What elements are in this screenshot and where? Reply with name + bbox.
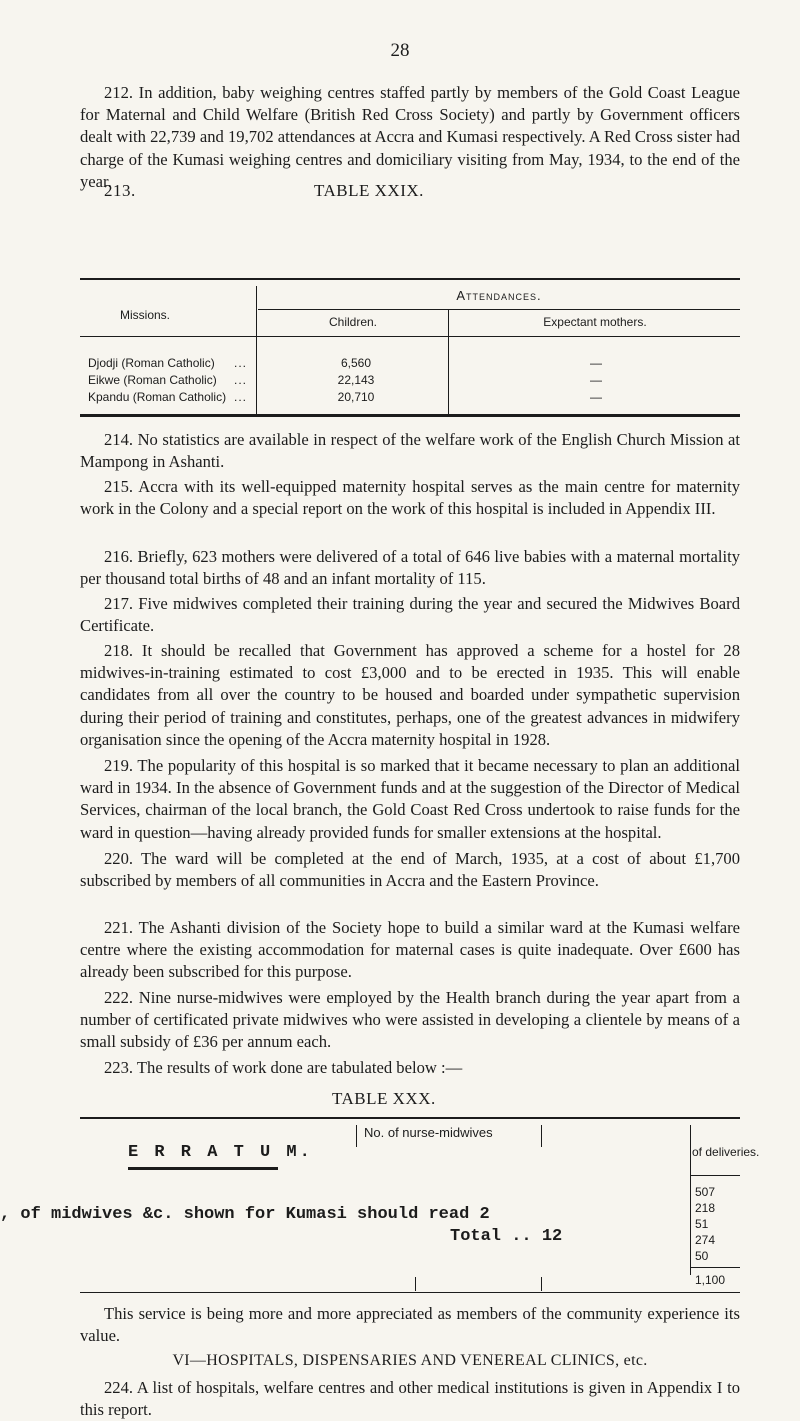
- deliveries-value: 507: [695, 1185, 716, 1199]
- leader-dots: ...: [234, 356, 248, 370]
- erratum-total: Total .. 12: [450, 1227, 563, 1246]
- deliveries-value: 51: [695, 1217, 709, 1231]
- children-value: 22,143: [337, 373, 375, 387]
- deliveries-value: 50: [695, 1249, 709, 1263]
- erratum-underline: [128, 1167, 278, 1170]
- paragraph-223: 223. The results of work done are tabulated below :—: [104, 1058, 463, 1077]
- deliveries-value: 274: [695, 1233, 716, 1247]
- table-29-title: TABLE XXIX.: [314, 181, 424, 200]
- paragraph-221: 221. The Ashanti division of the Society hope to build a similar ward at the Kumasi welfare centre where the existing accommodation for maternal cases is quite inadequate. Over £600 has already been subscribed for this purpose.: [80, 918, 740, 982]
- paragraph-218: 218. It should be recalled that Government has approved a scheme for a hostel for 28 midwives-in-training estimated to cost £3,000 and to be erected in 1935. This will enable candidates from all over the country to be housed and boarded under sympathetic supervision during their period of training and constitutes, perhaps, one of the greatest advances in midwifery organisation since the opening of the Accra maternity hospital in 1928.: [80, 641, 740, 749]
- deliveries-header: of deliveries.: [692, 1145, 760, 1159]
- paragraph-217: 217. Five midwives completed their training during the year and secured the Midwives Board Certificate.: [80, 594, 740, 636]
- leader-dots: ...: [234, 373, 248, 387]
- mission-name: Kpandu (Roman Catholic): [88, 390, 227, 404]
- missions-header: Missions.: [120, 308, 171, 322]
- paragraph-214: 214. No statistics are available in respect of the welfare work of the English Church Mission at Mampong in Ashanti.: [80, 430, 740, 472]
- paragraph-219: 219. The popularity of this hospital is so marked that it became necessary to plan an additional ward in 1934. In the absence of Government funds and at the suggestion of the Director of Medical Services, chairman of the local branch, the Gold Coast Red Cross undertook to raise funds for the ward in question—having already provided funds for smaller extensions at the hospital.: [80, 756, 740, 842]
- children-value: 20,710: [337, 390, 375, 404]
- section-heading: VI—HOSPITALS, DISPENSARIES AND VENEREAL CLINICS, etc.: [172, 1352, 648, 1369]
- children-value: 6,560: [340, 356, 372, 370]
- expectant-mothers-header: Expectant mothers.: [543, 315, 647, 329]
- paragraph-212: 212. In addition, baby weighing centres staffed partly by members of the Gold Coast League for Maternal and Child Welfare (British Red Cross Society) and partly by Government officers dealt with 22,739 and 19,702 attendances at Accra and Kumasi respectively. A Red Cross sister had charge of the Kumasi weighing centres and domiciliary visiting from May, 1934, to the end of the year.: [80, 83, 740, 191]
- paragraph-220: 220. The ward will be completed at the end of March, 1935, at a cost of about £1,700 subscribed by members of all communities in Accra and the Eastern Province.: [80, 849, 740, 891]
- attendances-header: Attendances.: [456, 288, 542, 303]
- table-29-number: 213.: [104, 181, 136, 200]
- erratum-heading: E R R A T U M.: [128, 1143, 313, 1162]
- paragraph-222: 222. Nine nurse-midwives were employed by the Health branch during the year apart from a number of certificated private midwives who were assisted in developing a clientele by means of a small subsidy of £36 per annum each.: [80, 988, 740, 1052]
- mothers-value: —: [590, 373, 602, 387]
- table-row: [84, 356, 734, 374]
- table-29: [80, 278, 740, 418]
- mothers-value: —: [590, 356, 602, 370]
- mission-name: Eikwe (Roman Catholic): [88, 373, 217, 387]
- paragraph-224: 224. A list of hospitals, welfare centres and other medical institutions is given in Appendix I to this report.: [80, 1378, 740, 1420]
- table-row: [84, 373, 734, 391]
- deliveries-total: 1,100: [695, 1273, 726, 1287]
- table-row: [84, 390, 734, 408]
- nurse-midwives-header: No. of nurse-midwives: [364, 1125, 493, 1140]
- mission-name: Djodji (Roman Catholic): [88, 356, 215, 370]
- mothers-value: —: [590, 390, 602, 404]
- children-header: Children.: [328, 315, 378, 329]
- leader-dots: ...: [234, 390, 248, 404]
- paragraph-215: 215. Accra with its well-equipped maternity hospital serves as the main centre for maternity work in the Colony and a special report on the work of this hospital is included in Appendix III.: [80, 477, 740, 519]
- table-30-title: TABLE XXX.: [332, 1089, 436, 1108]
- deliveries-value: 218: [695, 1201, 716, 1215]
- paragraph-216: 216. Briefly, 623 mothers were delivered of a total of 646 live babies with a maternal mortality per thousand total births of 48 and an infant mortality of 115.: [80, 547, 740, 589]
- table-30: [0, 1117, 800, 1287]
- paragraph-service-value: This service is being more and more appreciated as members of the community experience its value.: [80, 1304, 740, 1346]
- erratum-text: , of midwives &c. shown for Kumasi should read 2: [0, 1205, 490, 1224]
- page-number: 28: [390, 40, 410, 61]
